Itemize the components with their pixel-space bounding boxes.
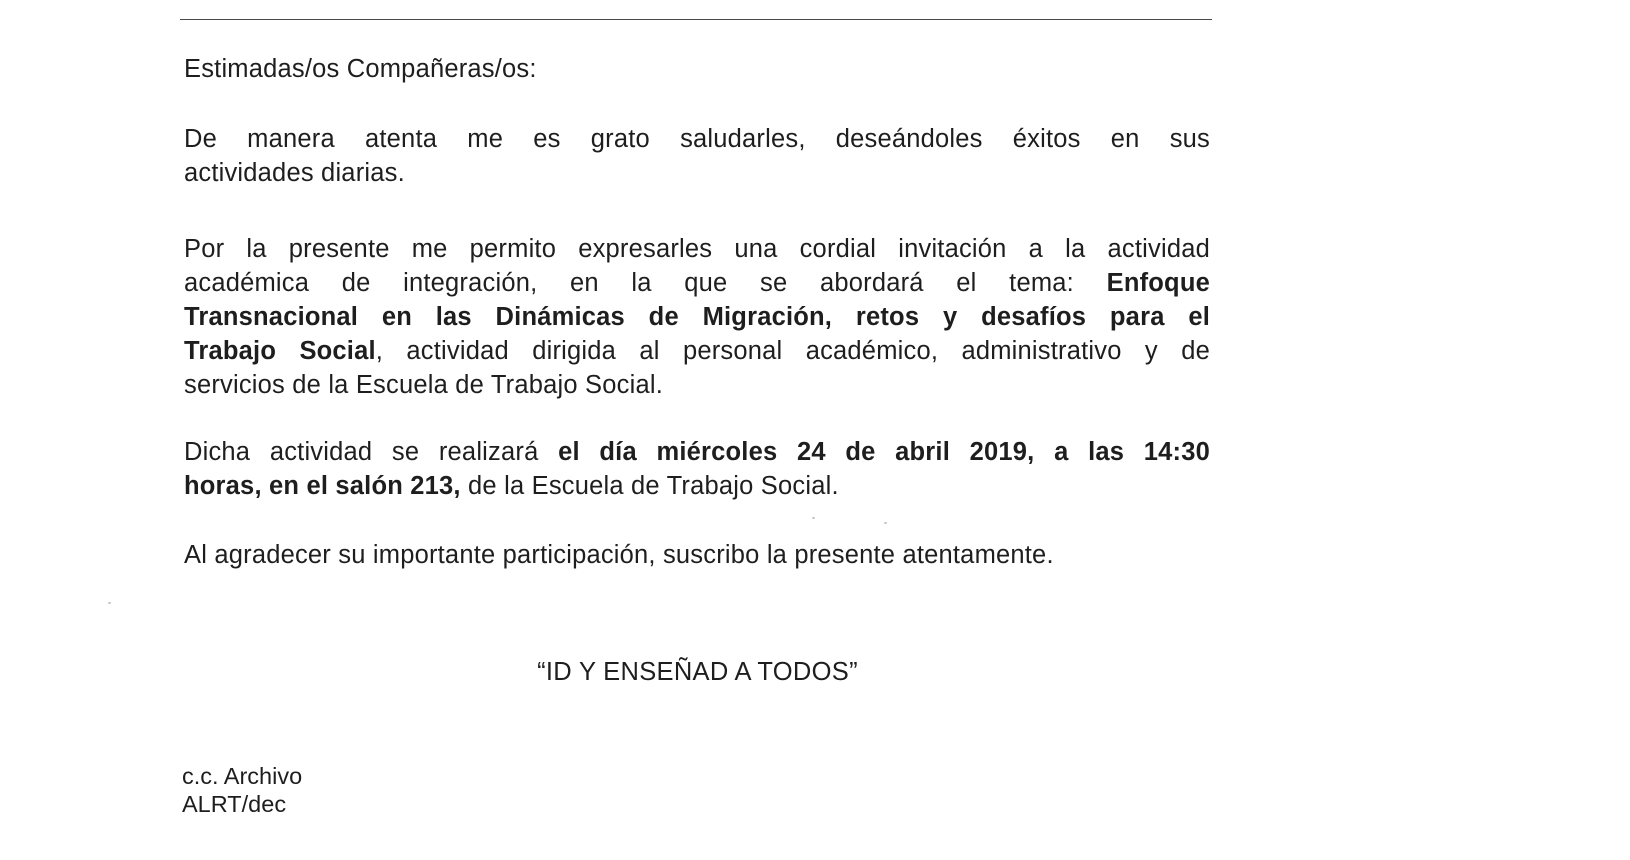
paragraph-1-line-2: actividades diarias. bbox=[184, 159, 405, 187]
paragraph-1-line-1: De manera atenta me es grato saludarles, deseándoles éxitos en sus bbox=[184, 125, 1210, 153]
cc-archive-line: c.c. Archivo bbox=[182, 763, 303, 789]
paragraph-invitation bbox=[184, 232, 1210, 402]
paragraph-greeting-wishes bbox=[184, 122, 1210, 190]
paragraph-2-line-4-text: , actividad dirigida al personal académico, administrativo y de bbox=[375, 337, 1210, 365]
paragraph-2-line-2 bbox=[184, 266, 1210, 300]
paragraph-2-line-2-text: académica de integración, en la que se abordará el tema: bbox=[184, 269, 1074, 297]
event-topic-part-2: Transnacional en las Dinámicas de Migración, retos y desafíos para el bbox=[184, 303, 1210, 331]
scan-speck bbox=[884, 522, 887, 524]
paragraph-3-line-2-text: de la Escuela de Trabajo Social. bbox=[468, 472, 839, 500]
paragraph-2-line-4 bbox=[184, 334, 1210, 368]
top-divider-line bbox=[180, 19, 1212, 20]
reference-initials: ALRT/dec bbox=[182, 791, 287, 817]
event-location: horas, en el salón 213, bbox=[184, 472, 461, 500]
scan-speck bbox=[108, 602, 111, 604]
event-topic-part-1: Enfoque bbox=[1106, 269, 1210, 297]
scan-speck bbox=[812, 517, 815, 519]
paragraph-2-line-5: servicios de la Escuela de Trabajo Social. bbox=[184, 371, 663, 399]
paragraph-3-line-2 bbox=[184, 469, 1210, 503]
closing-text: Al agradecer su importante participación, suscribo la presente atentamente. bbox=[184, 541, 1054, 569]
paragraph-3-line-1 bbox=[184, 435, 1210, 469]
event-topic-part-3: Trabajo Social bbox=[184, 337, 376, 365]
paragraph-event-details bbox=[184, 435, 1210, 503]
institutional-motto: “ID Y ENSEÑAD A TODOS” bbox=[537, 658, 858, 686]
paragraph-closing bbox=[184, 538, 1210, 572]
paragraph-3-line-1-text: Dicha actividad se realizará bbox=[184, 438, 539, 466]
letter-greeting bbox=[184, 52, 1210, 86]
paragraph-2-line-1: Por la presente me permito expresarles una cordial invitación a la actividad bbox=[184, 235, 1210, 263]
greeting-text: Estimadas/os Compañeras/os: bbox=[184, 55, 537, 83]
event-date-time: el día miércoles 24 de abril 2019, a las 14:30 bbox=[558, 438, 1210, 466]
carbon-copy-block bbox=[182, 762, 302, 818]
